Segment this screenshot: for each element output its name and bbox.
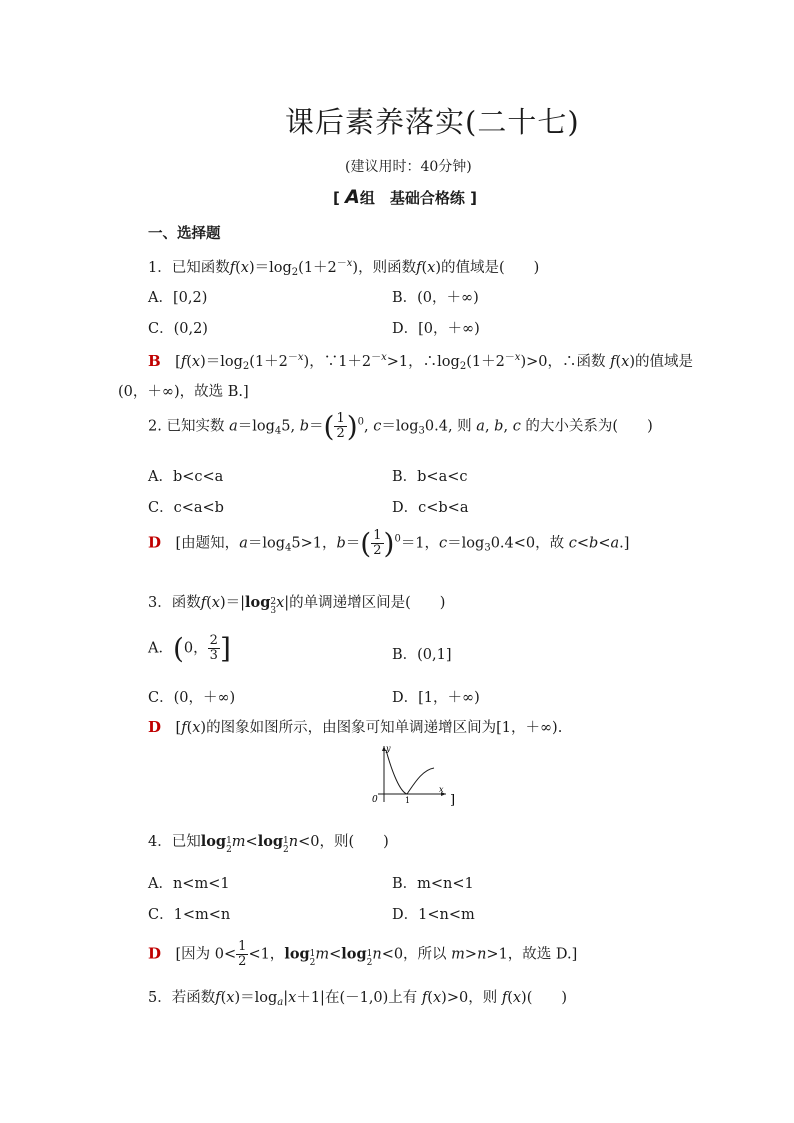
closing-bracket: ] [450,793,456,808]
q4-explanation: D [因为 0< $\frac{1}{2}$ <1，log 1 2 m<log 1 2 n<0，所以 m>n>1，故选 D.] [148,939,578,969]
group-close-bracket: ] [470,189,477,207]
group-heading [333,186,477,208]
q4-option-a: A．n<m<1 [148,876,230,892]
q3-option-c: C．(0，＋∞) [148,690,236,706]
q3-answer: D [148,718,162,736]
section-heading: 一、选择题 [148,226,221,242]
x-label: x [439,785,444,794]
q3-graph-figure [364,742,464,808]
q4-option-c: C．1<m<n [148,907,231,923]
question-1: 1．已知函数$f(x)=\log_2(1+2^{-x})$，则函数f(x)的值域是( ) [148,258,540,278]
q2-explanation: D [由题知，$a=\log_45>1$，b＝( $\frac{1}{2}$ )$^0$＝1，$c=\log_30.4<0$，故 c<b<a.] [148,527,630,560]
q4-option-d: D．1<n<m [392,907,475,923]
q1-option-b: B．(0，＋∞) [392,290,479,306]
question-5: 5．若函数$f(x)=\log_a|x+1|$在(－1,0)上有 f(x)>0，则 f(x)( ) [148,990,568,1008]
origin-label: 0 [372,795,378,805]
suggested-time: (建议用时：40分钟) [345,159,472,175]
tick-label-1: 1 [405,796,411,805]
q1-option-d: D．[0，＋∞) [392,321,480,337]
q1-option-c: C．(0,2) [148,321,208,337]
q1-explanation: B [$f(x)=\log_2(1+2^{-x})$，$\because 1+2^{-x}>1$，$\therefore\log_2(1+2^{-x})>0$，∴函数 f(x)的值域是 [148,352,693,372]
q1-explanation-line2: (0，＋∞)，故选 B.] [118,384,249,400]
question-4: 4．已知log 1 2 m<log 1 2 n<0，则( ) [148,833,389,855]
group-label: 组 基础合格练 [359,189,465,207]
group-open-bracket: [ [333,189,340,207]
question-3: 3．函数f(x)＝|log 2 3 x|的单调递增区间是( ) [148,594,446,616]
q4-option-b: B．m<n<1 [392,876,474,892]
q1-answer: B [148,352,161,370]
q1-option-a: A．[0,2) [148,290,208,306]
q3-option-b: B．(0,1] [392,647,452,663]
group-letter: A [345,186,360,208]
q2-answer: D [148,533,162,552]
q4-answer: D [148,944,162,963]
question-2: 2. 已知实数 $a=\log_45$, b＝( $\frac{1}{2}$ )$^0$, $c=\log_30.4$, 则 a, b, c 的大小关系为( ) [148,410,653,443]
y-label: y [386,744,391,753]
q3-option-d: D．[1，＋∞) [392,690,480,706]
curve [386,750,434,794]
q3-explanation: D [f(x)的图象如图所示，由图象可知单调递增区间为[1，＋∞). [148,718,563,736]
q2-option-c: C．c<a<b [148,500,224,516]
q2-option-d: D．c<b<a [392,500,469,516]
page-title: 课后素养落实(二十七) [285,105,580,139]
q3-option-a: A．(0， $\frac{2}{3}$ ] [148,632,231,665]
q2-option-a: A．b<c<a [148,469,224,485]
q2-option-b: B．b<a<c [392,469,468,485]
